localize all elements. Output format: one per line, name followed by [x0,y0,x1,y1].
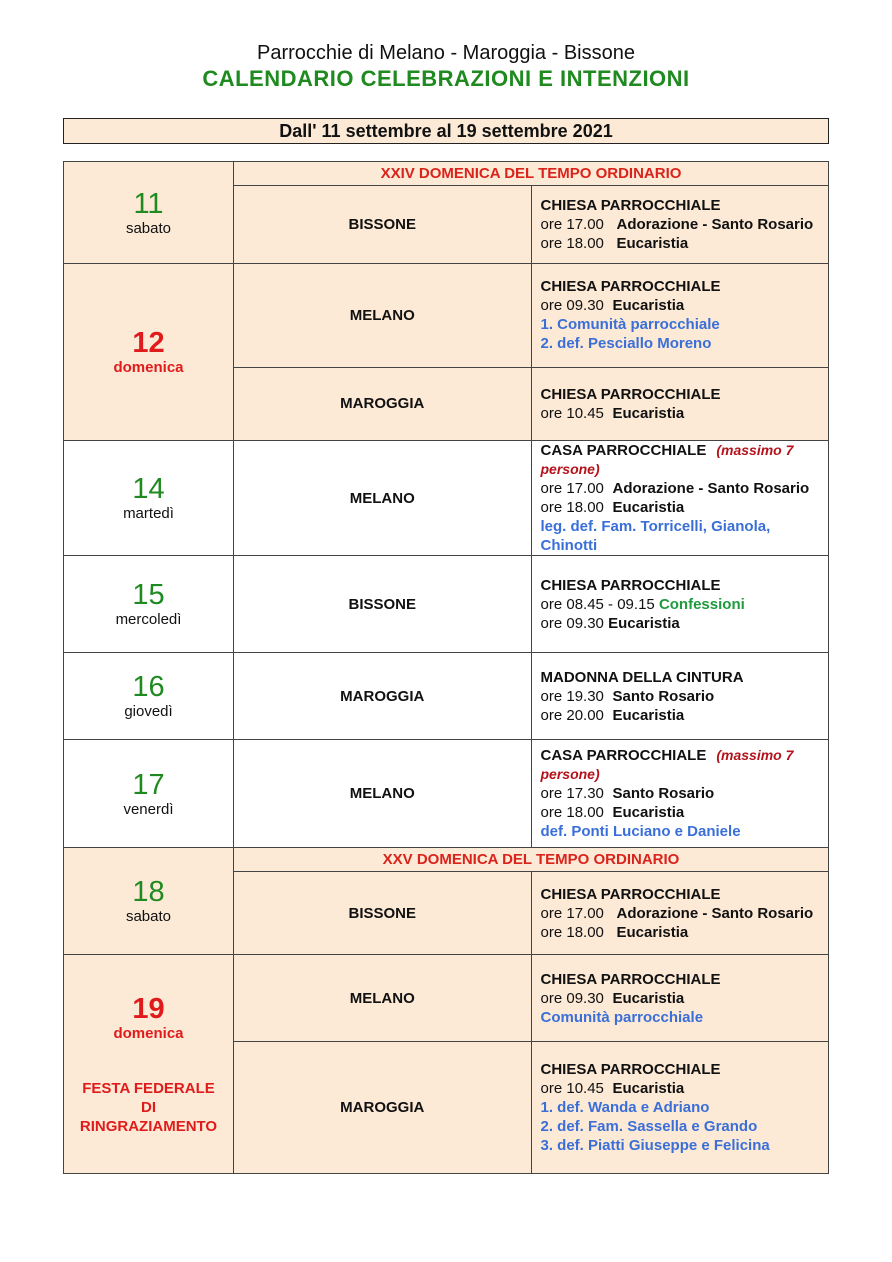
table-row [64,653,829,740]
day-number: 19 [132,992,165,1025]
event-line [541,296,829,315]
intention: 2. def. Pesciallo Moreno [540,335,712,353]
liturgical-banner: XXIV DOMENICA DEL TEMPO ORDINARIO [234,162,829,186]
day-name: domenica [113,359,184,376]
festa-line: DI [141,1098,156,1116]
event-time: ore 08.45 - 09.15 [540,595,655,613]
event-line [541,234,829,253]
location-cell: MELANO [234,955,532,1042]
liturgical-banner: XXV DOMENICA DEL TEMPO ORDINARIO [234,848,829,872]
table-row [64,955,829,1042]
event-time: ore 09.30 [540,989,604,1007]
festa-line: FESTA FEDERALE [82,1079,215,1097]
schedule-table [63,161,829,1174]
day-number: 15 [132,579,165,611]
event-name: Eucaristia [612,989,685,1007]
calendar-title: CALENDARIO CELEBRAZIONI E INTENZIONI [202,66,690,91]
event-line [541,904,829,923]
location-cell: MAROGGIA [234,367,532,440]
venue: CHIESA PARROCCHIALE [540,197,721,214]
event-line [541,595,829,614]
table-row [64,441,829,556]
location-cell: MAROGGIA [234,653,532,740]
event-line [541,923,829,942]
event-name: Confessioni [658,595,745,613]
event-name: Eucaristia [616,923,689,941]
event-name: Eucaristia [612,499,685,516]
event-time: ore 17.30 [540,785,604,802]
day-name: martedì [123,505,174,522]
event-time: ore 17.00 [540,216,604,233]
intention: leg. def. Fam. Torricelli, Gianola, Chinotti [540,518,771,554]
celebration-details [531,441,829,556]
date-cell-15 [64,556,234,653]
celebration-details [531,872,829,955]
event-name: Eucaristia [612,804,685,821]
intention: Comunità parrocchiale [540,1008,704,1026]
event-name: Adorazione - Santo Rosario [612,480,810,497]
venue: CHIESA PARROCCHIALE [540,385,721,403]
day-name: mercoledì [115,611,182,628]
event-line [541,404,829,423]
venue: CHIESA PARROCCHIALE [540,970,721,988]
venue: CHIESA PARROCCHIALE [540,576,721,594]
event-line [541,215,829,234]
day-name: venerdì [123,800,174,818]
day-name: sabato [125,219,172,237]
event-time: ore 20.00 [540,706,604,724]
day-number: 16 [132,671,165,703]
day-number: 18 [132,876,165,908]
event-line [541,784,829,803]
celebration-details [531,264,829,368]
day-number: 11 [133,187,164,220]
celebration-details [531,653,829,740]
day-number: 17 [132,768,165,801]
event-time: ore 18.00 [540,235,604,252]
venue: CHIESA PARROCCHIALE [540,1061,721,1079]
location-cell: MELANO [234,264,532,368]
table-row [64,740,829,848]
date-cell-12 [64,264,234,441]
intention: 1. Comunità parrocchiale [540,316,720,334]
venue: CASA PARROCCHIALE [540,747,707,764]
event-time: ore 18.00 [540,923,604,941]
date-cell-14 [64,441,234,556]
intention: 2. def. Fam. Sassella e Grando [540,1118,758,1136]
event-line [541,687,829,706]
event-line [541,803,829,822]
day-number: 14 [132,473,165,505]
festa-line: RINGRAZIAMENTO [79,1117,218,1135]
capacity-note: (massimo 7 persone) [540,442,794,477]
date-cell-11 [64,162,234,264]
event-time: ore 18.00 [540,499,604,516]
event-name: Eucaristia [612,1080,685,1098]
celebration-details [531,367,829,440]
celebration-details [531,1042,829,1174]
event-line [541,989,829,1008]
date-cell-16 [64,653,234,740]
location-cell: BISSONE [234,872,532,955]
location-cell: MELANO [234,441,532,556]
event-name: Santo Rosario [612,785,715,802]
table-row [64,556,829,653]
date-cell-19 [64,955,234,1174]
day-name: sabato [125,908,172,925]
event-time: ore 09.30 [540,297,604,315]
event-time: ore 10.45 [540,1080,604,1098]
intention: 3. def. Piatti Giuseppe e Felicina [540,1137,770,1155]
event-name: Eucaristia [608,614,680,632]
capacity-note: (massimo 7 persone) [540,747,794,782]
celebration-details [531,955,829,1042]
location-cell: BISSONE [234,556,532,653]
event-time: ore 17.00 [540,480,604,497]
table-row [64,162,829,186]
table-row [64,264,829,368]
event-name: Eucaristia [612,404,685,422]
event-name: Eucaristia [616,235,689,252]
event-name: Eucaristia [612,297,685,315]
location-cell: MELANO [234,740,532,848]
table-row [64,848,829,872]
intention: def. Ponti Luciano e Daniele [540,823,741,840]
venue-line [541,441,829,479]
day-name: giovedì [124,703,173,720]
location-cell: BISSONE [234,186,532,264]
period-banner: Dall' 11 settembre al 19 settembre 2021 [63,118,829,144]
celebration-details [531,186,829,264]
celebration-details [531,740,829,848]
day-number: 12 [132,327,165,359]
event-line [541,706,829,725]
parishes-header: Parrocchie di Melano - Maroggia - Bissone [257,42,635,64]
venue: MADONNA DELLA CINTURA [540,668,744,686]
celebration-details [531,556,829,653]
event-line [541,1079,829,1098]
event-time: ore 10.45 [540,404,604,422]
festa-federale-label [64,1079,233,1136]
event-name: Adorazione - Santo Rosario [616,904,814,922]
venue: CASA PARROCCHIALE [540,442,707,459]
date-cell-17 [64,740,234,848]
event-name: Adorazione - Santo Rosario [616,216,814,233]
day-name: domenica [113,1024,184,1042]
event-line [541,479,829,498]
intention: 1. def. Wanda e Adriano [540,1099,710,1117]
location-cell: MAROGGIA [234,1042,532,1174]
event-name: Santo Rosario [612,687,715,705]
venue-line [541,746,829,784]
venue: CHIESA PARROCCHIALE [540,278,721,296]
date-cell-18 [64,848,234,955]
event-time: ore 09.30 [540,614,604,632]
event-time: ore 18.00 [540,804,604,821]
event-time: ore 17.00 [540,904,604,922]
event-name: Eucaristia [612,706,685,724]
venue: CHIESA PARROCCHIALE [540,885,721,903]
event-line [541,614,829,633]
event-line [541,498,829,517]
event-time: ore 19.30 [540,687,604,705]
